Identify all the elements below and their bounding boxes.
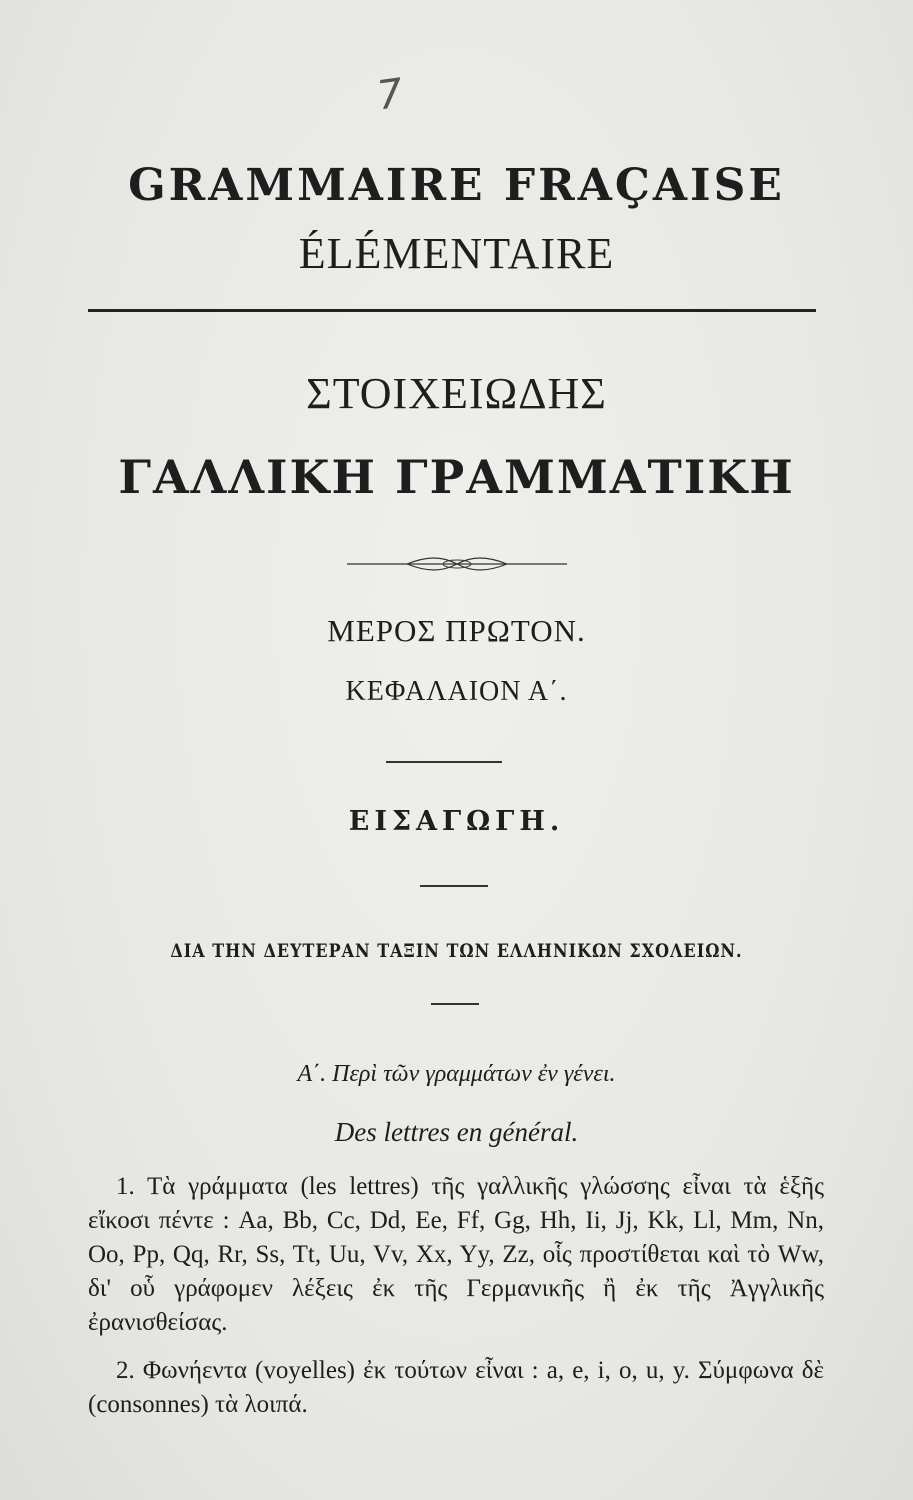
part-heading: ΜΕΡΟΣ ΠΡΩΤΟΝ. (327, 613, 586, 648)
section-heading-greek: Α΄. Περὶ τῶν γραμμάτων ἐν γένει. (297, 1061, 616, 1087)
short-divider-1 (386, 761, 502, 763)
ornament-divider (347, 556, 567, 572)
title-divider (88, 309, 816, 312)
paragraph-2-text: Φωνήεντα (voyelles) ἐκ τούτων εἶναι : a, e, i, o, u, y. Σύμφωνα δὲ (consonnes) τὰ λοιπά. (88, 1357, 824, 1418)
paragraph-2-number: 2. (116, 1357, 135, 1384)
greek-title-line1: ΣΤΟΙΧΕΙΩΔΗΣ (306, 369, 607, 418)
section-heading-french: Des lettres en général. (334, 1117, 579, 1147)
greek-title-line2: ΓΑΛΛΙΚΗ ΓΡΑΜΜΑΤΙΚΗ (118, 450, 795, 504)
class-subtitle: ΔΙΑ ΤΗΝ ΔΕΥΤΕΡΑΝ ΤΑΞΙΝ ΤΩΝ ΕΛΛΗΝΙΚΩΝ ΣΧΟΛΕΙΩΝ. (170, 939, 743, 962)
french-title: GRAMMAIRE FRAÇAISE (128, 160, 785, 211)
chapter-heading: ΚΕΦΑΛΑΙΟΝ Α΄. (345, 676, 568, 707)
paragraph-2 (88, 1354, 824, 1422)
page-number: 7 (374, 70, 406, 120)
french-subtitle: ÉLÉMENTAIRE (298, 229, 615, 278)
paragraph-1-number: 1. (116, 1173, 135, 1200)
short-divider-3 (431, 1003, 479, 1005)
paragraph-1 (88, 1170, 824, 1340)
paragraph-1-text: Τὰ γράμματα (les lettres) τῆς γαλλικῆς γλώσσης εἶναι τὰ ἑξῆς εἴκοσι πέντε : Aa, Bb, Cc, Dd, Ee, Ff, Gg, Hh, Ii, Jj, Kk, Ll, Mm, Nn, Oo, Pp, Qq, Rr, Ss, Tt, Uu, Vv, Xx, Yy, Zz, οἷς προστίθεται καὶ τὸ Ww, δι' οὗ γράφομεν λέξεις ἐκ τῆς Γερμανικῆς ἢ ἐκ τῆς Ἀγγλικῆς ἐρανισθείσας. (88, 1173, 824, 1336)
short-divider-2 (420, 885, 488, 887)
introduction-heading: ΕΙΣΑΓΩΓΗ. (348, 806, 565, 837)
